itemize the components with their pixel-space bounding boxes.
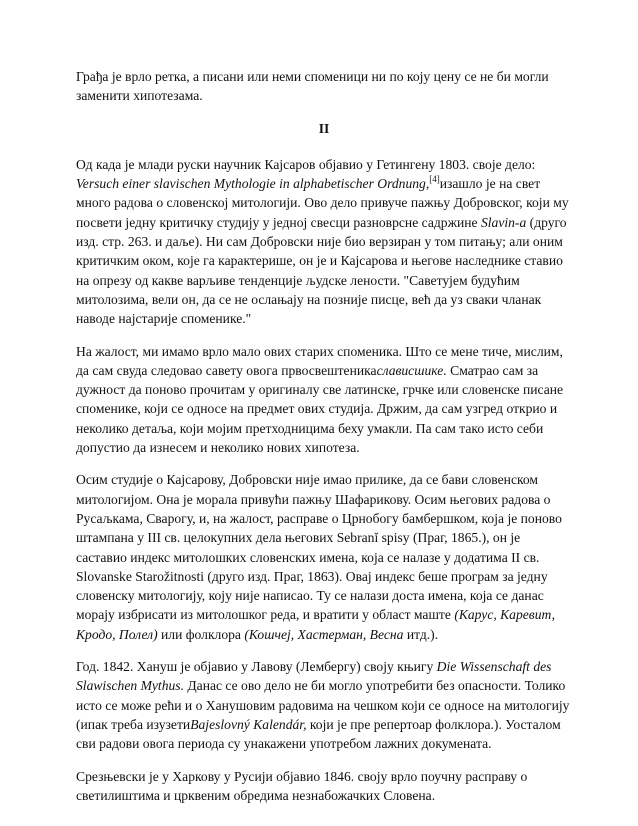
paragraph-5 [76,657,572,753]
paragraph-2-book-title: Versuch einer slavischen Mythologie in alphabetischer Ordnung, [76,176,430,192]
paragraph-3-italic: слависшике. [376,362,447,378]
paragraph-6-text: Срезњевски је у Харкову у Русији објавио 1846. своју врло поучну расправу о светилиштима и црквеним обредима незнабожачких Словена. [76,768,528,803]
paragraph-2-text-a: Од када је млади руски научник Кајсаров објавио у Гетингену 1803. своје дело: [76,156,536,172]
paragraph-5-book-title: Die Wissenschaft des Slawischen Mythus. [76,659,552,694]
paragraph-2-text-e: (друго изд. стр. 263. и даље). Ни сам Добровски није био верзиран у том питању; али оним критичким оком, које га карактерише, он је и Кајсарова и његове наследнике ставио на опрезу од какве варљиве тенденције људске лености. "Саветујем будућим митолозима, вели он, да се не ослањају на позније писце, већ да уз сваки чланак наводе најстарије споменике." [76,214,567,327]
paragraph-3-text-a: На жалост, ми имамо врло мало ових старих споменика. Што се мене тиче, мислим, да сам свуда следовао савету овога првосвештеника [76,343,563,378]
paragraph-3 [76,342,572,458]
paragraph-5-text-c: Данас се ово дело не би могло употребити без опасности. Толико исто се може рећи и о Ханушовим радовима на чешком који се односе на митологију (ипак треба изузети [76,678,570,732]
document-page [76,67,572,818]
section-heading: II [318,120,330,136]
paragraph-4-italic-folklore: (Кошчеј, Хастерман, Весна [244,626,404,642]
footnote-ref-4[interactable]: [4] [429,174,440,185]
paragraph-4-text-c: или фолклора [157,626,245,642]
paragraph-3-text-c: Сматрао сам за дужност да поново прочитам у оригиналу све латинске, грчке или словенске писане споменике, који се односе на предмет ових студија. Држим, да сам узгред открио и неколико детаља, који мојим претходницима беху умакли. Па сам тако исто себи допустио да изнесем и неколико нових хипотеза. [76,362,564,456]
paragraph-1-text: Грађа је врло ретка, а писани или неми споменици ни по коју цену се не би могли заменити хипотезама. [76,69,549,104]
paragraph-1 [76,67,572,106]
paragraph-2 [76,155,572,329]
paragraph-5-text-e: који је пре репертоар фолклора.). Уосталом сви радови овога периода су унакажени употребом лажних докумената. [76,716,561,752]
paragraph-6 [76,767,572,806]
paragraph-4 [76,470,572,644]
paragraph-5-text-a: Год. 1842. Хануш је објавио у Лавову (Лембергу) своју књигу [76,659,437,675]
paragraph-2-text-c: изашло је на свет много радова о словенској митологији. Ово дело привуче пажњу Добровског, који му посвети једну критичку студију у једној свесци разноврсне садржине [76,176,569,230]
paragraph-4-text-a: Осим студије о Кајсарову, Добровски није имао прилике, да се бави словенском митологијом. Она је морала привући пажњу Шафарикову. Осим његових радова о Русаљкама, Сварогу, и, на жалост, расправе о Црнобогу бамбершком, која је поново штампана у III св. целокупних дела његових Sebranĭ spisy (Праг, 1865.), он је саставио индекс митолошких словенских имена, која се налазе у додатима II св. Slovanske Starožitnosti (друго изд. Праг, 1863). Овај индекс беше програм за једну словенску митологију, коју није написао. Ту се налази доста имена, која се данас морају избрисати из митолошког реда, и вратити у област маште [76,472,562,623]
paragraph-4-text-e: итд.). [403,626,439,642]
paragraph-4-italic-names: (Карус, Каревит, Кродо, Полел) [76,607,556,642]
paragraph-5-kalendar-title: Bajeslovný Kalendár, [190,716,307,732]
paragraph-2-slavin-title: Slavin-a [480,214,527,230]
